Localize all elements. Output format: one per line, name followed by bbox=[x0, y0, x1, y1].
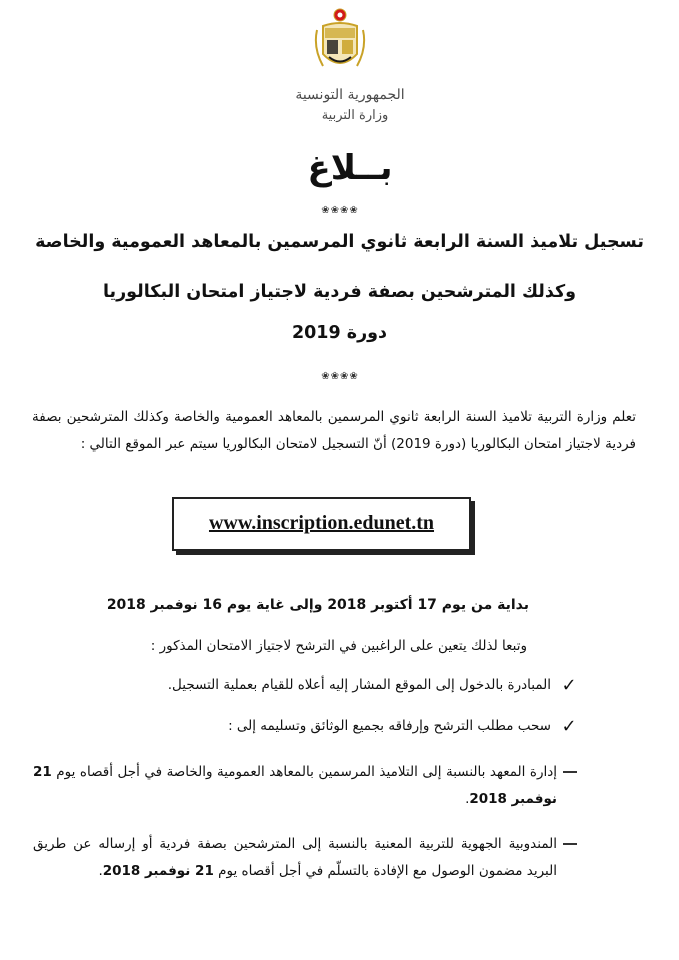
list-item-text: سحب مطلب الترشح وإرفاقه بجميع الوثائق وتسليمه إلى : bbox=[228, 718, 551, 734]
republic-name: الجمهورية التونسية bbox=[295, 87, 405, 103]
dash-bullet-icon bbox=[563, 771, 577, 773]
list-item bbox=[59, 672, 579, 699]
list-item bbox=[59, 713, 579, 740]
list-item-punctuation: . bbox=[465, 791, 470, 807]
ornament-stars: ❀❀❀❀ bbox=[321, 205, 359, 216]
list-item-text: المندوبية الجهوية للتربية المعنية بالنسبة إلى المترشحين بصفة فردية أو إرساله عن طريق البريد مضمون الوصول مع الإفادة بالتسلّم في أجل أقصاه يوم bbox=[33, 836, 557, 879]
checkmark-icon: ✓ bbox=[561, 675, 577, 696]
list-item-text: إدارة المعهد بالنسبة إلى التلاميذ المرسمين بالمعاهد العمومية والخاصة في أجل أقصاه يوم bbox=[51, 764, 557, 780]
ornament-stars: ❀❀❀❀ bbox=[321, 371, 359, 382]
dash-bullet-icon bbox=[563, 843, 577, 845]
url-box bbox=[172, 497, 471, 551]
ministry-name: وزارة التربية bbox=[321, 108, 389, 123]
list-item-text: المبادرة بالدخول إلى الموقع المشار إليه أعلاه للقيام بعملية التسجيل. bbox=[167, 677, 551, 693]
requirements-intro: وتبعا لذلك يتعين على الراغبين في الترشح لاجتياز الامتحان المذكور : bbox=[150, 638, 527, 654]
tunisia-coat-of-arms-icon bbox=[313, 8, 367, 76]
deadline-date: 21 نوفمبر 2018 bbox=[33, 764, 557, 807]
list-item bbox=[33, 831, 557, 885]
checkmark-icon: ✓ bbox=[561, 716, 577, 737]
registration-url-link[interactable]: www.inscription.edunet.tn bbox=[208, 512, 435, 534]
deadline-date: 21 نوفمبر 2018 bbox=[102, 863, 214, 879]
list-item bbox=[33, 759, 557, 813]
bulletin-title: بــلاغ bbox=[307, 148, 393, 188]
registration-dates: بداية من يوم 17 أكتوبر 2018 وإلى غاية يوم 16 نوفمبر 2018 bbox=[106, 597, 529, 613]
list-item-punctuation: . bbox=[98, 863, 103, 879]
intro-paragraph: تعلم وزارة التربية تلاميذ السنة الرابعة ثانوي المرسمين بالمعاهد العمومية والخاصة وكذلك المترشحين بصفة فردية لاجتياز امتحان البكالوريا (دورة 2019) أنّ التسجيل لامتحان البكالوريا سيتم عبر الموقع التالي : bbox=[32, 409, 636, 452]
headline-line-2: وكذلك المترشحين بصفة فردية لاجتياز امتحان البكالوريا bbox=[102, 282, 577, 302]
headline-line-1: تسجيل تلاميذ السنة الرابعة ثانوي المرسمين بالمعاهد العمومية والخاصة bbox=[35, 232, 644, 252]
headline-session: دورة 2019 bbox=[291, 323, 388, 343]
